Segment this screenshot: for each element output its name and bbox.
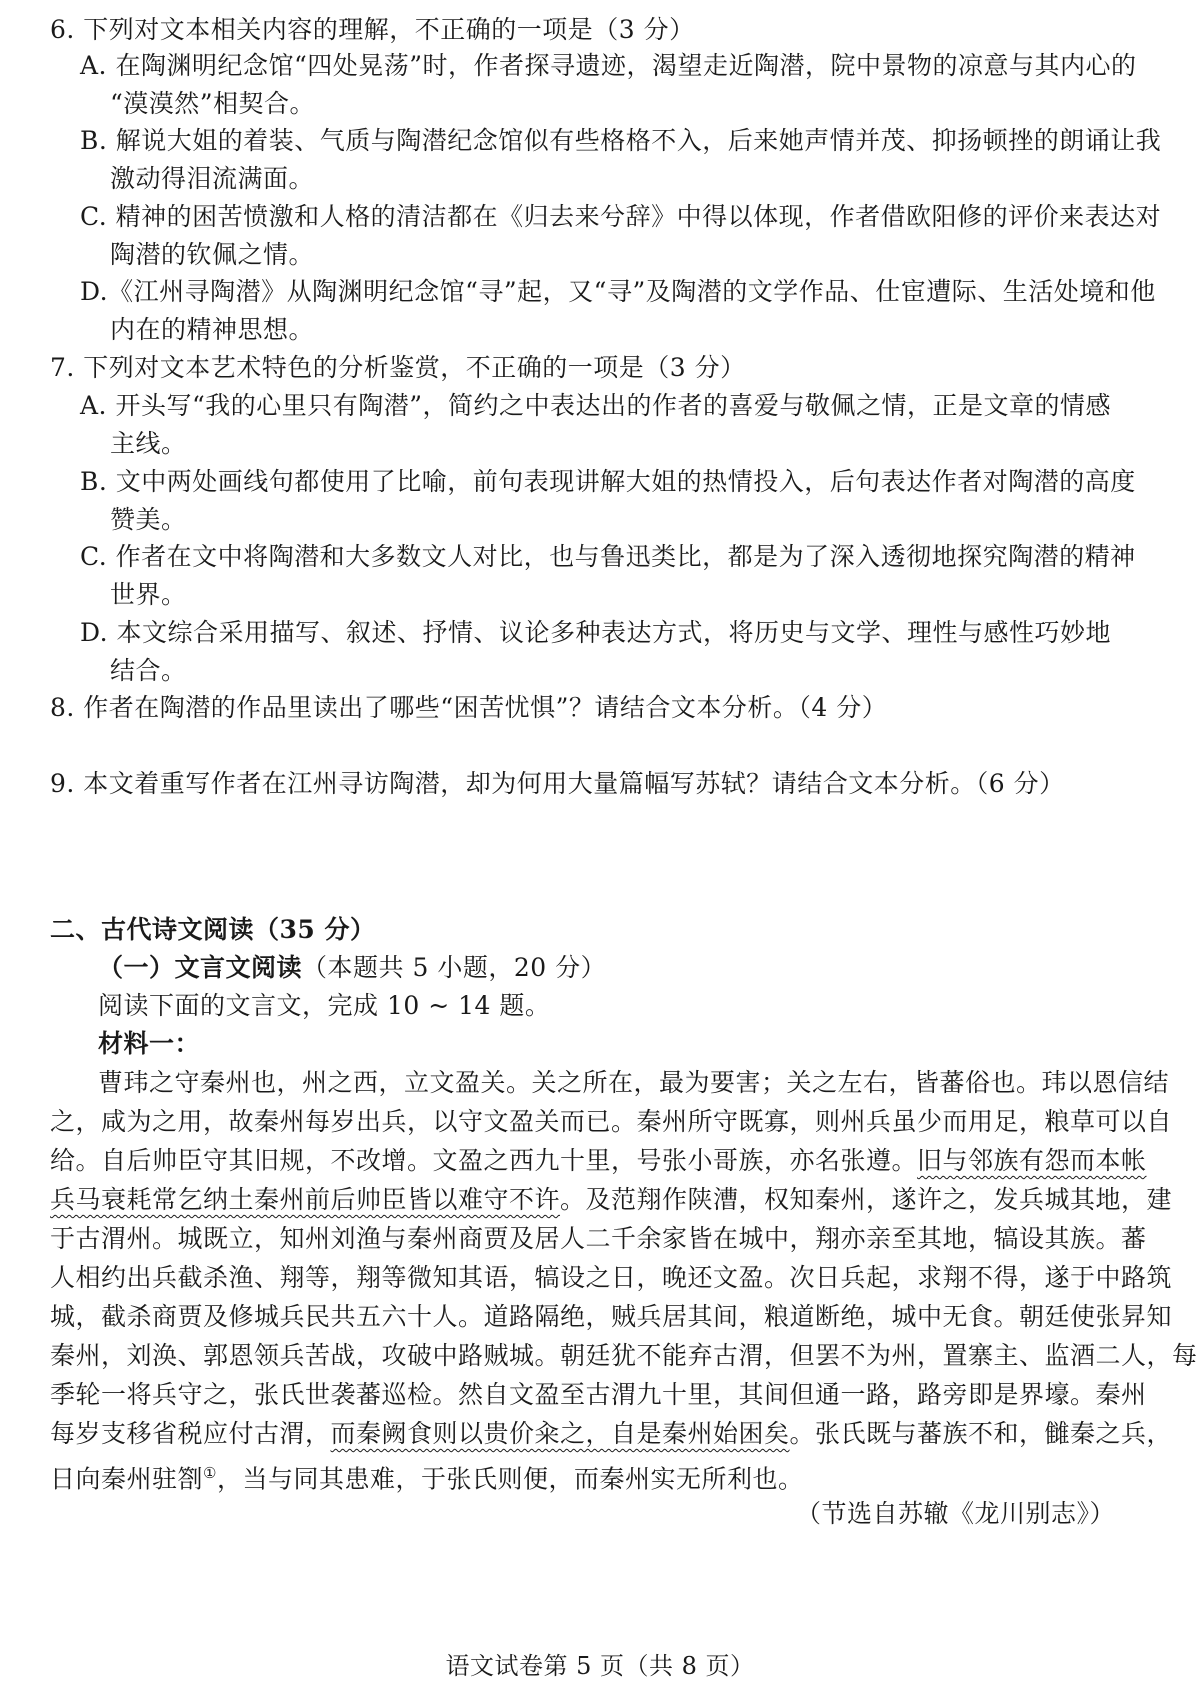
- q7-option-c-line1: C. 作者在文中将陶潜和大多数文人对比，也与鲁迅类比，都是为了深入透彻地探究陶潜的精神: [80, 542, 1136, 571]
- q6-option-b-line2: 激动得泪流满面。: [110, 164, 315, 193]
- passage-line-3: [50, 1145, 1147, 1177]
- material-label: 材料一：: [98, 1029, 201, 1058]
- passage-line-11-text-b: ，当与同其患难，于张氏则便，而秦州实无所利也。: [216, 1464, 804, 1494]
- q7-option-a-line1: A. 开头写“我的心里只有陶潜”，简约之中表达出的作者的喜爱与敬佩之情，正是文章的情感: [80, 391, 1112, 420]
- q7-option-c-line2: 世界。: [110, 580, 187, 609]
- q7-option-b-line2: 赞美。: [110, 505, 187, 534]
- passage-line-11: [50, 1457, 803, 1495]
- passage-line-4-text: 。及范翔作陕漕，权知秦州，遂许之，发兵城其地，建: [560, 1185, 1173, 1214]
- passage-line-2: 之，咸为之用，故秦州每岁出兵，以守文盈关而已。秦州所守既寡，则州兵虽少而用足，粮草可以自: [50, 1107, 1173, 1136]
- q6-option-a-line2: “漠漠然”相契合。: [110, 89, 316, 118]
- passage-line-6: 人相约出兵截杀渔、翔等，翔等微知其语，犒设之日，晚还文盈。次日兵起，求翔不得，遂于中路筑: [50, 1263, 1173, 1292]
- passage-line-3-text: 给。自后帅臣守其旧规，不改增。文盈之西九十里，号张小哥族，亦名张遵。: [50, 1146, 918, 1175]
- underlined-sentence-1-part2: 兵马衰耗常乞纳土秦州前后帅臣皆以难守不许: [50, 1185, 561, 1214]
- q6-option-d-line2: 内在的精神思想。: [110, 315, 315, 344]
- subsection-label: （一）文言文阅读: [98, 953, 303, 982]
- q6-stem: 6. 下列对文本相关内容的理解，不正确的一项是（3 分）: [50, 15, 695, 44]
- passage-line-9: 季轮一将兵守之，张氏世袭蕃巡检。然自文盈至古渭九十里，其间但通一路，路旁即是界壕。秦州: [50, 1380, 1147, 1409]
- q7-option-b-line1: B. 文中两处画线句都使用了比喻，前句表现讲解大姐的热情投入，后句表达作者对陶潜的高度: [80, 467, 1136, 496]
- q7-option-d-line1: D. 本文综合采用描写、叙述、抒情、议论多种表达方式，将历史与文学、理性与感性巧妙地: [80, 618, 1112, 647]
- subsection-heading: [98, 952, 606, 984]
- q9-stem: 9. 本文着重写作者在江州寻访陶潜，却为何用大量篇幅写苏轼？请结合文本分析。（6 分）: [50, 769, 1065, 798]
- q6-option-a-line1: A. 在陶渊明纪念馆“四处晃荡”时，作者探寻遗迹，渴望走近陶潜，院中景物的凉意与其内心的: [80, 51, 1137, 80]
- q6-option-c-line1: C. 精神的困苦愤激和人格的清洁都在《归去来兮辞》中得以体现，作者借欧阳修的评价来表达对: [80, 202, 1162, 231]
- passage-line-5: 于古渭州。城既立，知州刘渔与秦州商贾及居人二千余家皆在城中，翔亦亲至其地，犒设其族。蕃: [50, 1224, 1147, 1253]
- passage-line-10: [50, 1418, 1172, 1450]
- passage-line-10-text-a: 每岁支移省税应付古渭，: [50, 1419, 331, 1448]
- footnote-marker: ①: [203, 1464, 217, 1482]
- passage-line-8: 秦州，刘涣、郭恩领兵苦战，攻破中路贼城。朝廷犹不能弃古渭，但罢不为州，置寨主、监酒二人，每: [50, 1341, 1198, 1370]
- q6-option-d-line1: D.《江州寻陶潜》从陶渊明纪念馆“寻”起，又“寻”及陶潜的文学作品、仕宦遭际、生活处境和他: [80, 277, 1156, 306]
- passage-line-1: 曹玮之守秦州也，州之西，立文盈关。关之所在，最为要害；关之左右，皆蕃俗也。玮以恩信结: [98, 1068, 1170, 1097]
- section-title: 二、古代诗文阅读（35 分）: [50, 915, 376, 944]
- passage-line-10-text-b: 。张氏既与蕃族不和，雠秦之兵，: [789, 1419, 1173, 1448]
- page-footer: 语文试卷第 5 页（共 8 页）: [445, 1652, 755, 1680]
- q7-option-a-line2: 主线。: [110, 429, 187, 458]
- q8-stem: 8. 作者在陶潜的作品里读出了哪些“困苦忧惧”？请结合文本分析。（4 分）: [50, 693, 888, 722]
- source-citation: （节选自苏辙《龙川别志》）: [795, 1499, 1115, 1528]
- q7-stem: 7. 下列对文本艺术特色的分析鉴赏，不正确的一项是（3 分）: [50, 353, 746, 382]
- passage-line-7: 城，截杀商贾及修城兵民共五六十人。道路隔绝，贼兵居其间，粮道断绝，城中无食。朝廷使张昇知: [50, 1302, 1173, 1331]
- underlined-sentence-1-part1: 旧与邻族有怨而本帐: [917, 1146, 1147, 1175]
- q7-option-d-line2: 结合。: [110, 656, 187, 685]
- q6-option-c-line2: 陶潜的钦佩之情。: [110, 240, 315, 269]
- underlined-sentence-2: 而秦阙食则以贵价籴之，自是秦州始困矣: [330, 1419, 790, 1448]
- reading-instruction: 阅读下面的文言文，完成 10 ~ 14 题。: [98, 991, 551, 1020]
- q6-option-b-line1: B. 解说大姐的着装、气质与陶潜纪念馆似有些格格不入，后来她声情并茂、抑扬顿挫的朗诵让我: [80, 126, 1162, 155]
- subsection-note: （本题共 5 小题，20 分）: [302, 953, 607, 982]
- passage-line-11-text-a: 日向秦州驻劄: [50, 1464, 204, 1494]
- passage-line-4: [50, 1184, 1172, 1216]
